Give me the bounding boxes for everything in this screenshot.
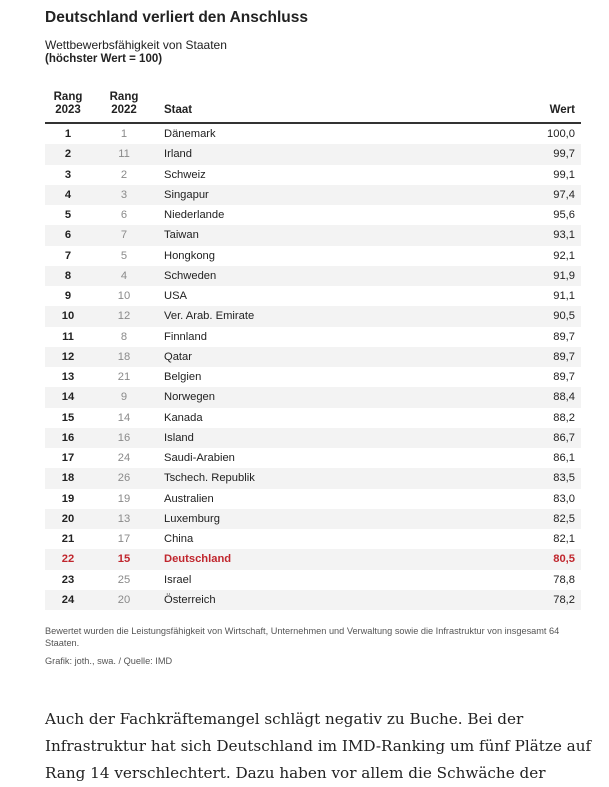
cell-rank-2023: 24 xyxy=(61,593,75,606)
cell-country: Australien xyxy=(164,492,214,505)
table-header xyxy=(45,90,581,124)
cell-rank-2023: 17 xyxy=(61,452,75,464)
cell-rank-2022: 4 xyxy=(120,269,128,282)
header-country: Staat xyxy=(164,104,193,116)
article-line: Auch der Fachkräftemangel schlägt negativ zu Buche. Bei der xyxy=(45,710,524,728)
article-line: Rang 14 verschlechtert. Dazu haben vor allem die Schwäche der xyxy=(45,764,546,782)
cell-rank-2022: 25 xyxy=(117,573,131,586)
cell-rank-2023: 11 xyxy=(62,330,74,343)
cell-rank-2023: 2 xyxy=(64,148,72,161)
cell-rank-2022: 15 xyxy=(117,553,131,566)
cell-value: 86,1 xyxy=(553,452,575,464)
cell-country: Finnland xyxy=(164,330,207,343)
table-row xyxy=(45,489,581,509)
cell-value: 100,0 xyxy=(547,128,575,140)
cell-value: 78,8 xyxy=(553,573,575,586)
table-row xyxy=(45,225,581,245)
cell-rank-2022: 20 xyxy=(117,593,131,606)
cell-rank-2022: 26 xyxy=(117,472,131,485)
cell-country: Singapur xyxy=(164,188,209,201)
cell-rank-2022: 10 xyxy=(117,290,131,302)
table-row xyxy=(45,144,581,164)
table-row xyxy=(45,468,581,488)
table-row xyxy=(45,570,581,590)
cell-country: Ver. Arab. Emirate xyxy=(164,310,255,323)
cell-country: Island xyxy=(164,431,194,444)
cell-country: Irland xyxy=(164,148,192,161)
table-row xyxy=(45,327,581,347)
table-row xyxy=(45,590,581,610)
cell-value: 97,4 xyxy=(553,188,575,201)
cell-rank-2022: 6 xyxy=(120,209,128,221)
cell-rank-2023: 22 xyxy=(61,553,75,566)
cell-rank-2023: 15 xyxy=(61,411,75,424)
cell-value: 90,5 xyxy=(553,310,575,323)
cell-value: 89,7 xyxy=(553,330,575,343)
cell-value: 92,1 xyxy=(553,249,575,262)
cell-rank-2023: 20 xyxy=(61,512,75,525)
cell-rank-2023: 12 xyxy=(61,350,75,363)
table-row xyxy=(45,286,581,306)
cell-country: Luxemburg xyxy=(164,512,220,525)
cell-country: Saudi-Arabien xyxy=(164,452,235,464)
cell-country: Deutschland xyxy=(164,553,232,566)
header-rank-2023 xyxy=(45,91,91,117)
cell-value: 88,2 xyxy=(553,411,575,424)
cell-rank-2022: 16 xyxy=(117,431,131,444)
cell-rank-2023: 16 xyxy=(61,431,75,444)
cell-country: Niederlande xyxy=(164,209,225,221)
cell-country: Kanada xyxy=(164,411,203,424)
cell-country: Dänemark xyxy=(164,128,216,140)
cell-country: USA xyxy=(164,290,188,302)
cell-rank-2023: 21 xyxy=(61,533,75,545)
cell-rank-2023: 8 xyxy=(64,269,72,282)
cell-rank-2023: 6 xyxy=(64,229,72,242)
table-row xyxy=(45,448,581,468)
cell-rank-2023: 14 xyxy=(61,391,75,404)
cell-rank-2022: 13 xyxy=(117,512,131,525)
header-rank-2022-line1: Rang xyxy=(109,91,139,103)
table-row xyxy=(45,246,581,266)
cell-rank-2023: 1 xyxy=(64,128,72,140)
cell-value: 89,7 xyxy=(553,371,575,383)
chart-title: Deutschland verliert den Anschluss xyxy=(45,9,309,26)
table-row xyxy=(45,205,581,225)
chart-note: Bewertet wurden die Leistungsfähigkeit von Wirtschaft, Unternehmen und Verwaltung sowie die Infrastruktur von insgesamt 64 Staaten. xyxy=(45,626,560,648)
cell-rank-2023: 7 xyxy=(64,249,72,262)
cell-rank-2022: 21 xyxy=(117,371,131,383)
cell-country: Taiwan xyxy=(164,229,199,242)
cell-country: Hongkong xyxy=(164,249,216,262)
cell-value: 99,1 xyxy=(553,168,575,181)
table-row xyxy=(45,529,581,549)
cell-country: Österreich xyxy=(164,593,216,606)
table-row xyxy=(45,165,581,185)
table-row xyxy=(45,509,581,529)
cell-rank-2023: 10 xyxy=(61,310,75,323)
cell-country: China xyxy=(164,533,194,545)
cell-rank-2022: 8 xyxy=(120,330,128,343)
cell-value: 91,1 xyxy=(553,290,575,302)
chart-credit: Grafik: joth., swa. / Quelle: IMD xyxy=(45,656,173,666)
chart-subtitle-scale: (höchster Wert = 100) xyxy=(45,53,163,65)
cell-value: 93,1 xyxy=(553,229,575,242)
table-row xyxy=(45,266,581,286)
cell-country: Belgien xyxy=(164,371,202,383)
table-row xyxy=(45,387,581,407)
cell-rank-2022: 3 xyxy=(120,188,128,201)
cell-rank-2023: 13 xyxy=(61,371,75,383)
table-row xyxy=(45,124,581,144)
cell-rank-2023: 3 xyxy=(64,168,72,181)
table-row xyxy=(45,185,581,205)
cell-value: 91,9 xyxy=(553,269,575,282)
table-body xyxy=(45,124,581,610)
table-row xyxy=(45,549,581,569)
header-rank-2022 xyxy=(101,91,147,117)
table-row xyxy=(45,408,581,428)
table-row xyxy=(45,367,581,387)
table-row xyxy=(45,428,581,448)
cell-rank-2023: 5 xyxy=(64,209,72,221)
cell-rank-2022: 2 xyxy=(120,168,128,181)
cell-value: 99,7 xyxy=(553,148,575,161)
cell-value: 80,5 xyxy=(553,553,575,566)
cell-country: Norwegen xyxy=(164,391,215,404)
cell-value: 83,0 xyxy=(553,492,575,505)
cell-value: 88,4 xyxy=(553,391,575,404)
article-paragraph xyxy=(45,706,605,787)
chart-subtitle: Wettbewerbsfähigkeit von Staaten xyxy=(45,38,227,52)
cell-rank-2022: 24 xyxy=(117,452,131,464)
cell-rank-2023: 9 xyxy=(64,290,72,302)
header-rank-2023-line2: 2023 xyxy=(55,104,81,116)
table-row xyxy=(45,347,581,367)
cell-country: Israel xyxy=(164,573,192,586)
cell-rank-2022: 7 xyxy=(120,229,128,242)
cell-value: 86,7 xyxy=(553,431,575,444)
cell-rank-2022: 9 xyxy=(120,391,128,404)
cell-rank-2022: 18 xyxy=(117,350,131,363)
cell-value: 89,7 xyxy=(553,350,575,363)
cell-rank-2022: 19 xyxy=(117,492,131,505)
cell-rank-2023: 23 xyxy=(61,573,75,586)
cell-value: 82,5 xyxy=(553,512,575,525)
header-rank-2022-line2: 2022 xyxy=(111,104,137,116)
header-rank-2023-line1: Rang xyxy=(53,91,83,103)
cell-rank-2023: 18 xyxy=(61,472,75,485)
article-line: Infrastruktur hat sich Deutschland im IMD-Ranking um fünf Plätze auf xyxy=(45,737,592,755)
header-value: Wert xyxy=(549,104,575,116)
cell-value: 95,6 xyxy=(553,209,575,221)
cell-value: 82,1 xyxy=(553,533,575,545)
cell-rank-2022: 12 xyxy=(117,310,131,323)
cell-country: Tschech. Republik xyxy=(164,472,255,485)
cell-rank-2022: 5 xyxy=(120,249,128,262)
cell-rank-2022: 11 xyxy=(118,148,130,161)
cell-value: 78,2 xyxy=(553,593,575,606)
cell-rank-2022: 14 xyxy=(117,411,131,424)
cell-rank-2022: 1 xyxy=(120,128,128,140)
cell-rank-2023: 19 xyxy=(61,492,75,505)
cell-country: Schweden xyxy=(164,269,217,282)
cell-rank-2023: 4 xyxy=(64,188,72,201)
cell-country: Schweiz xyxy=(164,168,206,181)
cell-rank-2022: 17 xyxy=(117,533,131,545)
cell-value: 83,5 xyxy=(553,472,575,485)
cell-country: Qatar xyxy=(164,350,192,363)
table-row xyxy=(45,306,581,326)
